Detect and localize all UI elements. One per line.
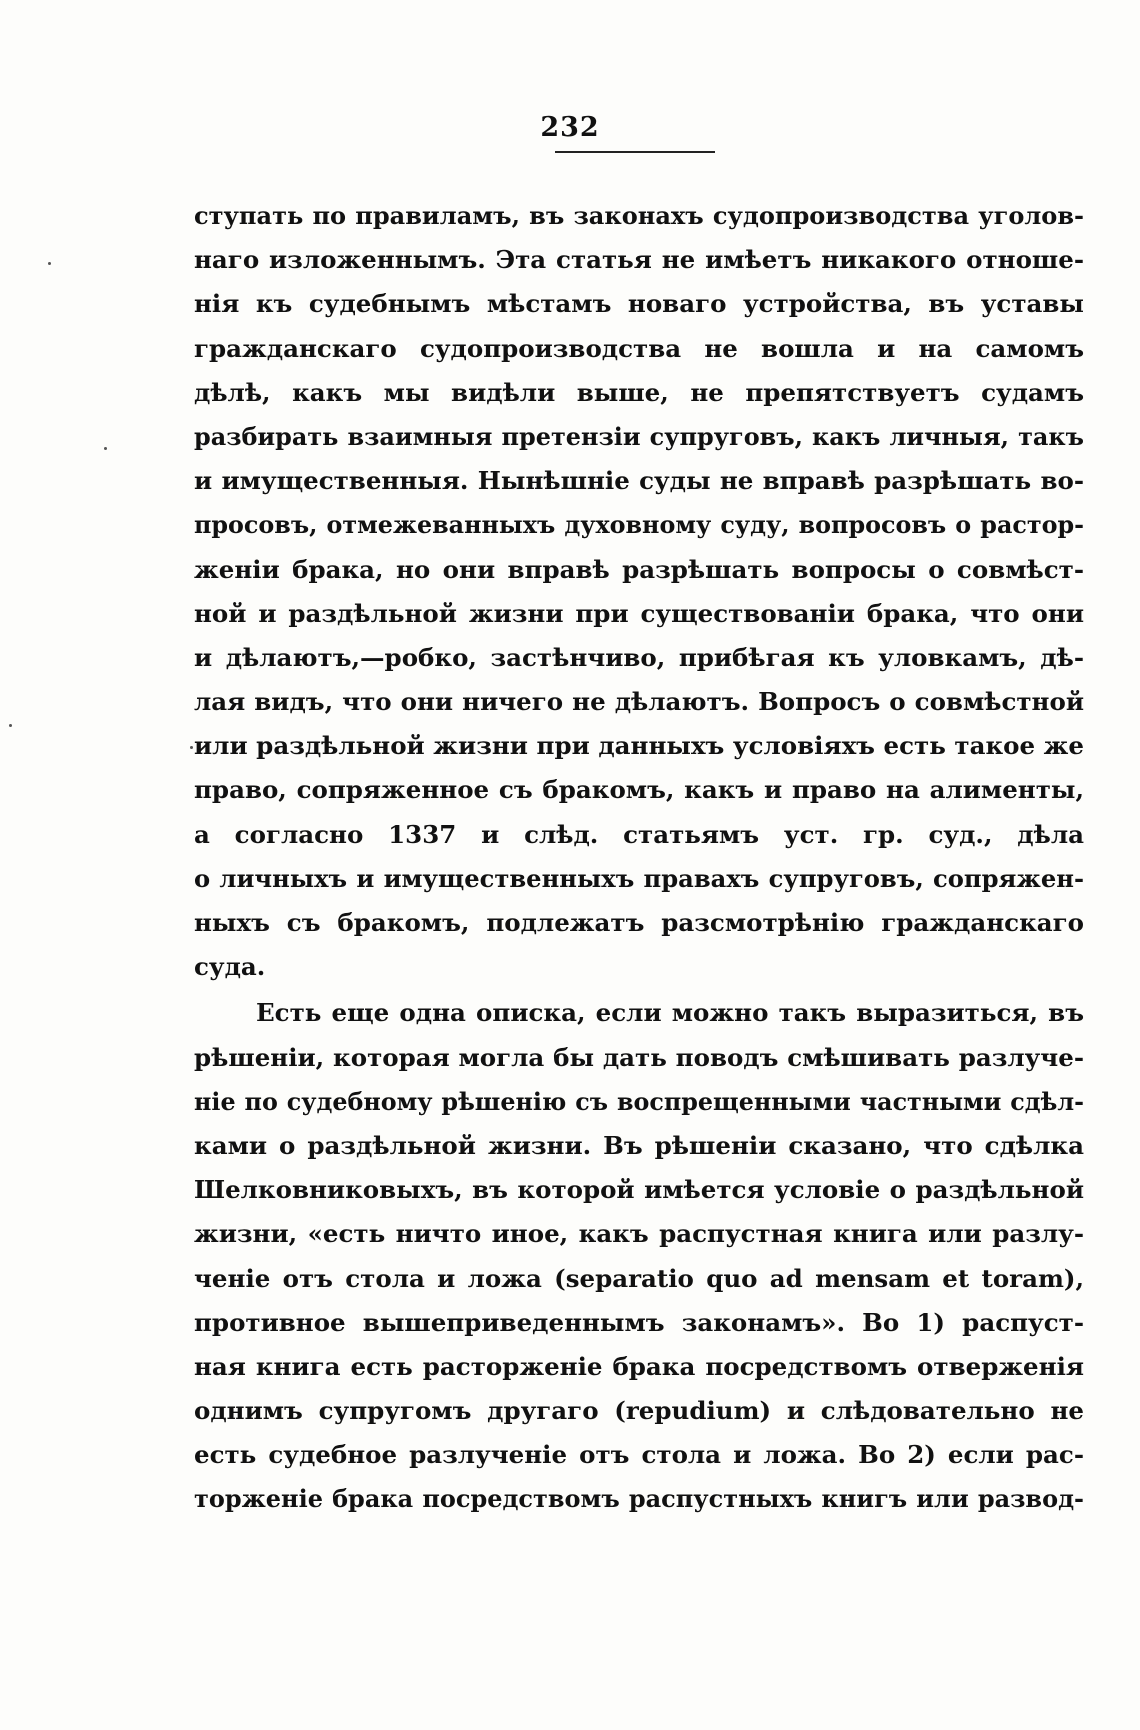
text-line: ченіе отъ стола и ложа (separatio quo ad mensam et toram), (194, 1263, 1084, 1293)
text-line: Шелковниковыхъ, въ которой имѣется условіе о раздѣльной (194, 1175, 1084, 1205)
text-line: лая видъ, что они ничего не дѣлаютъ. Вопросъ о совмѣстной (194, 687, 1084, 717)
scan-speck (190, 746, 193, 749)
scan-speck (48, 262, 51, 265)
text-line: Есть еще одна описка, если можно такъ выразиться, въ (256, 998, 1084, 1028)
text-line: разбирать взаимныя претензіи супруговъ, какъ личныя, такъ (194, 422, 1084, 451)
text-line: а согласно 1337 и слѣд. статьямъ уст. гр. суд., дѣла (194, 819, 1084, 849)
text-line: и имущественныя. Нынѣшніе суды не вправѣ разрѣшать во- (194, 466, 1084, 496)
text-line: о личныхъ и имущественныхъ правахъ супруговъ, сопряжен- (194, 863, 1084, 893)
text-line: рѣшеніи, которая могла бы дать поводъ смѣшивать разлуче- (194, 1042, 1084, 1072)
text-line: ступать по правиламъ, въ законахъ судопроизводства уголов- (194, 201, 1084, 230)
text-line: торженіе брака посредствомъ распустныхъ книгъ или развод- (194, 1484, 1084, 1514)
text-line: право, сопряженное съ бракомъ, какъ и право на алименты, (194, 775, 1084, 805)
text-line: жизни, «есть ничто иное, какъ распустная книга или разлу- (194, 1219, 1084, 1249)
scan-speck (9, 724, 12, 727)
text-line: однимъ супругомъ другаго (repudium) и слѣдовательно не (194, 1396, 1084, 1426)
text-line: суда. (194, 952, 266, 982)
body-text (194, 194, 1084, 1522)
paragraph (194, 194, 1084, 989)
text-line: гражданскаго судопроизводства не вошла и на самомъ (194, 333, 1084, 363)
text-line: ніе по судебному рѣшенію съ воспрещенными частными сдѣл- (194, 1087, 1084, 1116)
page-number: 232 (540, 112, 600, 143)
text-line: наго изложеннымъ. Эта статья не имѣетъ никакого отноше- (194, 245, 1084, 275)
text-line: просовъ, отмежеванныхъ духовному суду, вопросовъ о растор- (194, 511, 1084, 540)
text-line: ками о раздѣльной жизни. Въ рѣшеніи сказано, что сдѣлка (194, 1130, 1084, 1160)
text-line: или раздѣльной жизни при данныхъ условіяхъ есть такое же (194, 731, 1084, 761)
paragraph (194, 991, 1084, 1521)
text-line: женіи брака, но они вправѣ разрѣшать вопросы о совмѣст- (194, 554, 1084, 584)
page-number-rule (555, 151, 715, 153)
text-line: нія къ судебнымъ мѣстамъ новаго устройства, въ уставы (194, 289, 1084, 319)
text-line: ныхъ съ бракомъ, подлежатъ разсмотрѣнію гражданскаго (194, 908, 1084, 937)
scan-speck (104, 447, 107, 450)
text-line: есть судебное разлученіе отъ стола и ложа. Во 2) если рас- (194, 1440, 1084, 1470)
text-line: ной и раздѣльной жизни при существованіи брака, что они (194, 598, 1084, 628)
text-line: ная книга есть расторженіе брака посредствомъ отверженія (194, 1351, 1084, 1381)
text-line: и дѣлаютъ,—робко, застѣнчиво, прибѣгая къ уловкамъ, дѣ- (194, 642, 1084, 672)
text-line: дѣлѣ, какъ мы видѣли выше, не препятствуетъ судамъ (194, 377, 1084, 407)
text-line: противное вышеприведеннымъ законамъ». Во 1) распуст- (194, 1307, 1084, 1337)
